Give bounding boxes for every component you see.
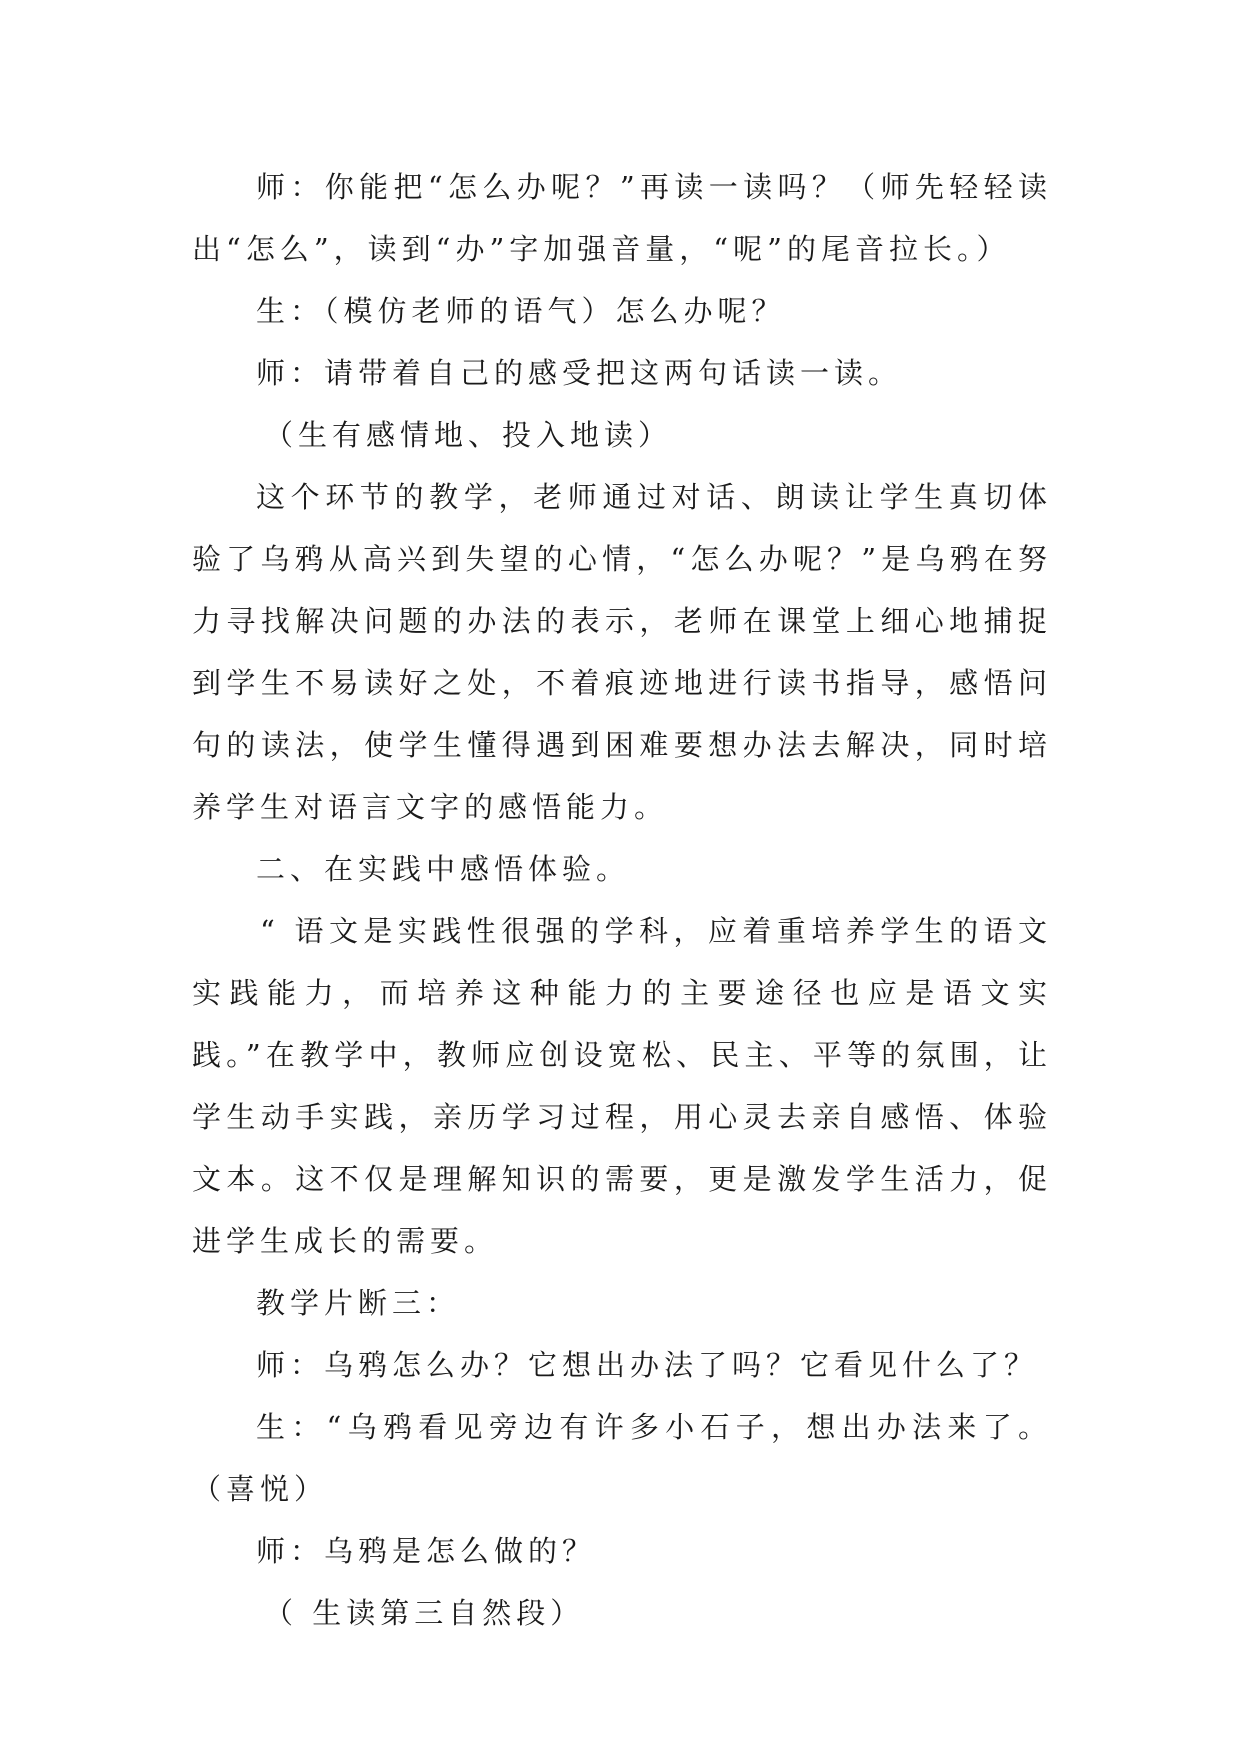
- paragraph-teacher-question: 师：你能把“怎么办呢？”再读一读吗？（师先轻轻读出“怎么”，读到“办”字加强音量，“呢”的尾音拉长。）: [192, 170, 1052, 266]
- paragraph-teacher-question-3: 师：乌鸦是怎么做的？: [256, 1534, 597, 1568]
- section-heading: 二、在实践中感悟体验。: [256, 852, 631, 886]
- paragraph-teacher-instruction: 师：请带着自己的感受把这两句话读一读。: [256, 356, 903, 390]
- document-body: [192, 156, 1052, 1644]
- paragraph-student-reply: 生：（模仿老师的语气）怎么办呢？: [256, 294, 786, 328]
- paragraph-student-answer: 生：“乌鸦看见旁边有许多小石子，想出办法来了。（喜悦）: [192, 1410, 1052, 1506]
- paragraph-quote: “ 语文是实践性很强的学科，应着重培养学生的语文实践能力，而培养这种能力的主要途径也应是语文实践。”在教学中，教师应创设宽松、民主、平等的氛围，让学生动手实践，亲历学习过程，用心灵去亲自感悟、体验文本。这不仅是理解知识的需要，更是激发学生活力，促进学生成长的需要。: [192, 914, 1052, 1258]
- fragment-heading: 教学片断三：: [256, 1286, 461, 1320]
- paragraph-student-reading-2: （ 生读第三自然段）: [264, 1596, 585, 1630]
- paragraph-commentary: 这个环节的教学，老师通过对话、朗读让学生真切体验了乌鸦从高兴到失望的心情，“怎么办呢？”是乌鸦在努力寻找解决问题的办法的表示，老师在课堂上细心地捕捉到学生不易读好之处，不着痕迹地进行读书指导，感悟问句的读法，使学生懂得遇到困难要想办法去解决，同时培养学生对语言文字的感悟能力。: [192, 480, 1052, 824]
- paragraph-student-reading: （生有感情地、投入地读）: [264, 418, 673, 452]
- paragraph-teacher-question-2: 师：乌鸦怎么办？它想出办法了吗？它看见什么了？: [256, 1348, 1039, 1382]
